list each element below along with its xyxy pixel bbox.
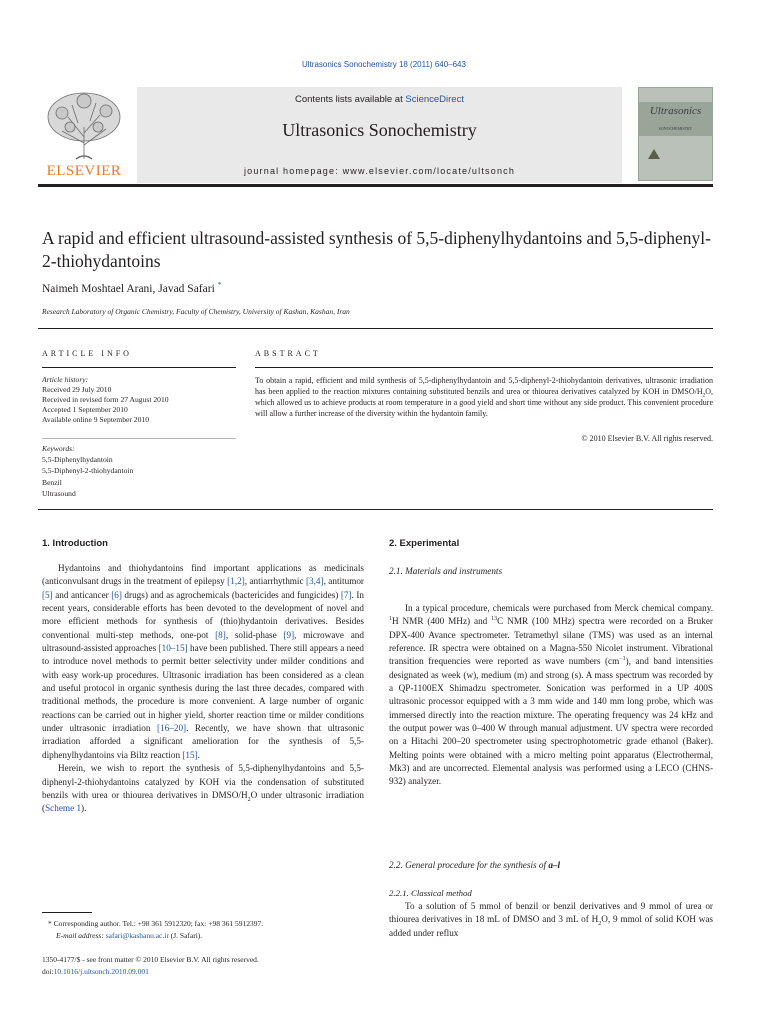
footnote-rule: [42, 912, 92, 913]
intro-paragraph-1: [42, 562, 364, 762]
text-run: have been published. There still appears a need to introduce novel methods to permit better selectivity under milder conditions and with easy work-up procedures. Ultrasonic irradiation has been considered as a clean and useful protocol in organic synthesis during the last three decades, compared with traditional methods, the procedure is more convenient. A large number of organic reactions can be carried out in higher yield, shorter reaction time or milder conditions under ultrasonic irradiation: [42, 643, 365, 734]
keywords-label: Keywords:: [42, 444, 75, 453]
email-suffix: (J. Safari).: [168, 930, 203, 940]
superscript: −1: [619, 656, 626, 663]
footnote-line: [48, 918, 263, 930]
abstract-copyright: © 2010 Elsevier B.V. All rights reserved.: [581, 434, 713, 443]
doi-label: doi:: [42, 966, 54, 976]
author-line: [42, 280, 222, 295]
abstract-heading: ABSTRACT: [255, 349, 321, 358]
citation-link[interactable]: [7]: [340, 589, 352, 600]
footnote-mark: *: [48, 919, 52, 928]
text-run: To a solution of 5 mmol of benzil or benzil derivatives and 9 mmol of urea or thiourea derivatives in 18 mL of DMSO and 3 mL of H: [389, 901, 713, 925]
elsevier-logo: [38, 87, 130, 179]
experimental-heading: 2. Experimental: [389, 538, 460, 549]
abstract-rule: [255, 367, 713, 368]
keywords-rule: [42, 438, 236, 439]
text-run: , microwave and ultrasound-assisted approaches: [42, 629, 364, 654]
article-history: [42, 375, 236, 425]
subscript: 2: [702, 392, 706, 399]
superscript: 1: [389, 616, 392, 623]
text-run: H NMR (400 MHz) and: [391, 616, 492, 627]
procedure-subheading: [389, 860, 560, 870]
text-run: ).: [81, 803, 87, 814]
superscript: 13: [491, 616, 498, 623]
affiliation: Research Laboratory of Organic Chemistry, Faculty of Chemistry, University of Kashan, Kashan, Iran: [42, 307, 350, 316]
journal-citation[interactable]: Ultrasonics Sonochemistry 18 (2011) 640–643: [302, 60, 466, 69]
corresponding-author-mark[interactable]: *: [217, 280, 222, 290]
classical-method-subheading: 2.2.1. Classical method: [389, 888, 472, 898]
text-run: C NMR (100 MHz) spectra were recorded on a Bruker DPX-400 Avance spectrometer. Tetramethyl silane (TMS) was used as an internal reference. IR spectra were obtained on a Magna-550 Nicolet instrument. Vibrational transition frequencies were reported as wave numbers (cm: [389, 616, 713, 667]
citation-link[interactable]: [10–15]: [158, 643, 188, 654]
journal-name: Ultrasonics Sonochemistry: [282, 120, 477, 140]
subscript: 2: [598, 921, 602, 928]
introduction-body: [42, 562, 364, 816]
introduction-heading: 1. Introduction: [42, 538, 108, 549]
article-info-rule: [42, 367, 236, 368]
citation-link[interactable]: [8]: [215, 629, 226, 640]
publisher-name: ELSEVIER: [46, 163, 122, 179]
contents-line: [137, 94, 622, 105]
article-title: A rapid and efficient ultrasound-assisted synthesis of 5,5-diphenylhydantoins and 5,5-diphenyl-2-thiohydantoins: [42, 228, 711, 271]
text-run: In a typical procedure, chemicals were purchased from Merck chemical company.: [405, 603, 713, 613]
article-info-heading: ARTICLE INFO: [42, 349, 132, 358]
keyword: 5,5-Diphenylhydantoin: [42, 455, 113, 465]
text-run: , antiarrhythmic: [244, 576, 306, 587]
keyword: Benzil: [42, 477, 62, 487]
intro-paragraph-2: [42, 762, 364, 815]
text-run: 2.2. General procedure for the synthesis of: [389, 860, 549, 870]
materials-paragraph: [389, 602, 713, 789]
citation-link[interactable]: [3,4]: [305, 576, 324, 587]
abstract-part: To obtain a rapid, efficient and mild synthesis of 5,5-diphenylhydantoin and 5,5-diphenyl-2-thiohydantoin derivatives, ultrasonic irradiation has been applied to the reaction mixtures containing substituted benzils and urea or thiourea derivatives catalyzed by KOH in DMSO/H: [255, 376, 713, 396]
abstract-text: [255, 375, 713, 419]
classical-method-body: [389, 900, 713, 940]
text-run: and anticancer: [52, 589, 112, 600]
contents-prefix: Contents lists available at: [295, 94, 406, 105]
header-rule: [38, 184, 713, 187]
text-run: , solid-phase: [225, 629, 284, 640]
authors: Naimeh Moshtael Arani, Javad Safari: [42, 283, 215, 295]
text-run: , antitumor: [323, 576, 364, 587]
keyword: 5,5-Diphenyl-2-thiohydantoin: [42, 466, 134, 476]
history-label: Article history:: [42, 375, 89, 384]
footnote-email-line: [48, 930, 263, 942]
citation-link[interactable]: [5]: [42, 589, 53, 600]
history-item: Received in revised form 27 August 2010: [42, 395, 169, 404]
journal-cover: [638, 87, 713, 181]
email-link[interactable]: safari@kashanu.ac.ir: [105, 930, 169, 940]
text-run: . In recent years, considerable efforts has been devoted to the development of novel and more efficient methods for synthesis of (thio)hydantoin derivatives. Besides conventional multi-step methods, one-pot: [42, 589, 364, 640]
compound-range: a–l: [548, 860, 561, 870]
citation-link[interactable]: [15]: [182, 749, 198, 760]
abstract-bottom-rule: [38, 509, 713, 510]
text-run: .: [197, 749, 200, 760]
cover-title: Ultrasonics: [649, 105, 702, 117]
text-run: Herein, we wish to report the synthesis of 5,5-diphenylhydantoins and 5,5-diphenyl-2-thiohydantoins catalyzed by KOH via the condensation of substituted benzils with urea or thiourea derivatives in DMSO/H: [42, 763, 364, 800]
citation-link[interactable]: [6]: [111, 589, 122, 600]
materials-subheading: 2.1. Materials and instruments: [389, 566, 503, 576]
journal-homepage[interactable]: journal homepage: www.elsevier.com/locate/ultsonch: [243, 166, 516, 176]
abstract-part: O, which allowed us to achieve products at room temperature in a good yield and short time without any side product. This convenient procedure will allow a further increase of the diversity within the hydantoin family.: [255, 387, 713, 418]
text-run: O, 9 mmol of solid KOH was added under reflux: [389, 914, 713, 938]
subscript: 2: [247, 796, 251, 803]
history-item: Accepted 1 September 2010: [42, 405, 128, 414]
materials-body: [389, 602, 713, 789]
citation-link[interactable]: [16–20]: [157, 723, 187, 734]
page-footer: [42, 954, 259, 977]
text-run: Hydantoins and thiohydantoins find important applications as medicinals (anticonvulsant drugs in the treatment of epilepsy: [42, 563, 364, 587]
keywords: [42, 443, 236, 499]
text-run: O under ultrasonic irradiation (: [42, 789, 364, 814]
text-run: . Recently, we have shown that ultrasonic irradiation afforded a significant amelioration for the synthesis of 5,5-diphenylhydantoins via Biltz reaction: [42, 723, 364, 760]
history-item: Received 29 July 2010: [42, 385, 112, 394]
cover-subtitle: SONOCHEMISTRY: [658, 126, 693, 131]
history-item: Available online 9 September 2010: [42, 415, 149, 424]
doi-link[interactable]: 10.1016/j.ultsonch.2010.09.001: [53, 966, 149, 976]
keyword: Ultrasound: [42, 488, 76, 498]
email-label: E-mail address:: [56, 930, 106, 940]
citation-link[interactable]: [9]: [283, 629, 295, 640]
cover-emblem-icon: [647, 148, 661, 160]
doi-line: [42, 966, 259, 978]
footnote: [48, 918, 263, 941]
text-run: ), and band intensities designated as week (w), medium (m) and strong (s). A mass spectrum was recorded by a QP-1100EX Shimadzu spectrometer. Sonication was performed in a UP 400S ultrasonic processor equipped with a 3 mm wide and 140 mm long probe, which was immersed directly into the reaction mixture. The operating frequency was 24 kHz and the output power was 0–400 W through manual adjustment. UV spectra were recorded on a Hitachi 200–20 spectrometer using spectrophotometric grade ethanol (Baker). Melting points were obtained with a micro melting point apparatus (Electrothermal, Mk3) and are uncorrected. Elemental analysis was performed using a LECO (CHNS-932) analyzer.: [389, 656, 713, 787]
text-run: drugs) and as agrochemicals (bactericides and fungicides): [121, 589, 341, 600]
classical-paragraph: [389, 900, 713, 940]
title-rule: [38, 328, 713, 329]
front-matter-line: 1350-4177/$ - see front matter © 2010 Elsevier B.V. All rights reserved.: [42, 955, 259, 964]
scheme-link[interactable]: Scheme 1: [45, 803, 82, 814]
citation-link[interactable]: [1,2]: [227, 576, 245, 587]
sciencedirect-link[interactable]: ScienceDirect: [405, 94, 464, 105]
footnote-text: Corresponding author. Tel.: +98 361 5912320; fax: +98 361 5912397.: [53, 919, 264, 928]
